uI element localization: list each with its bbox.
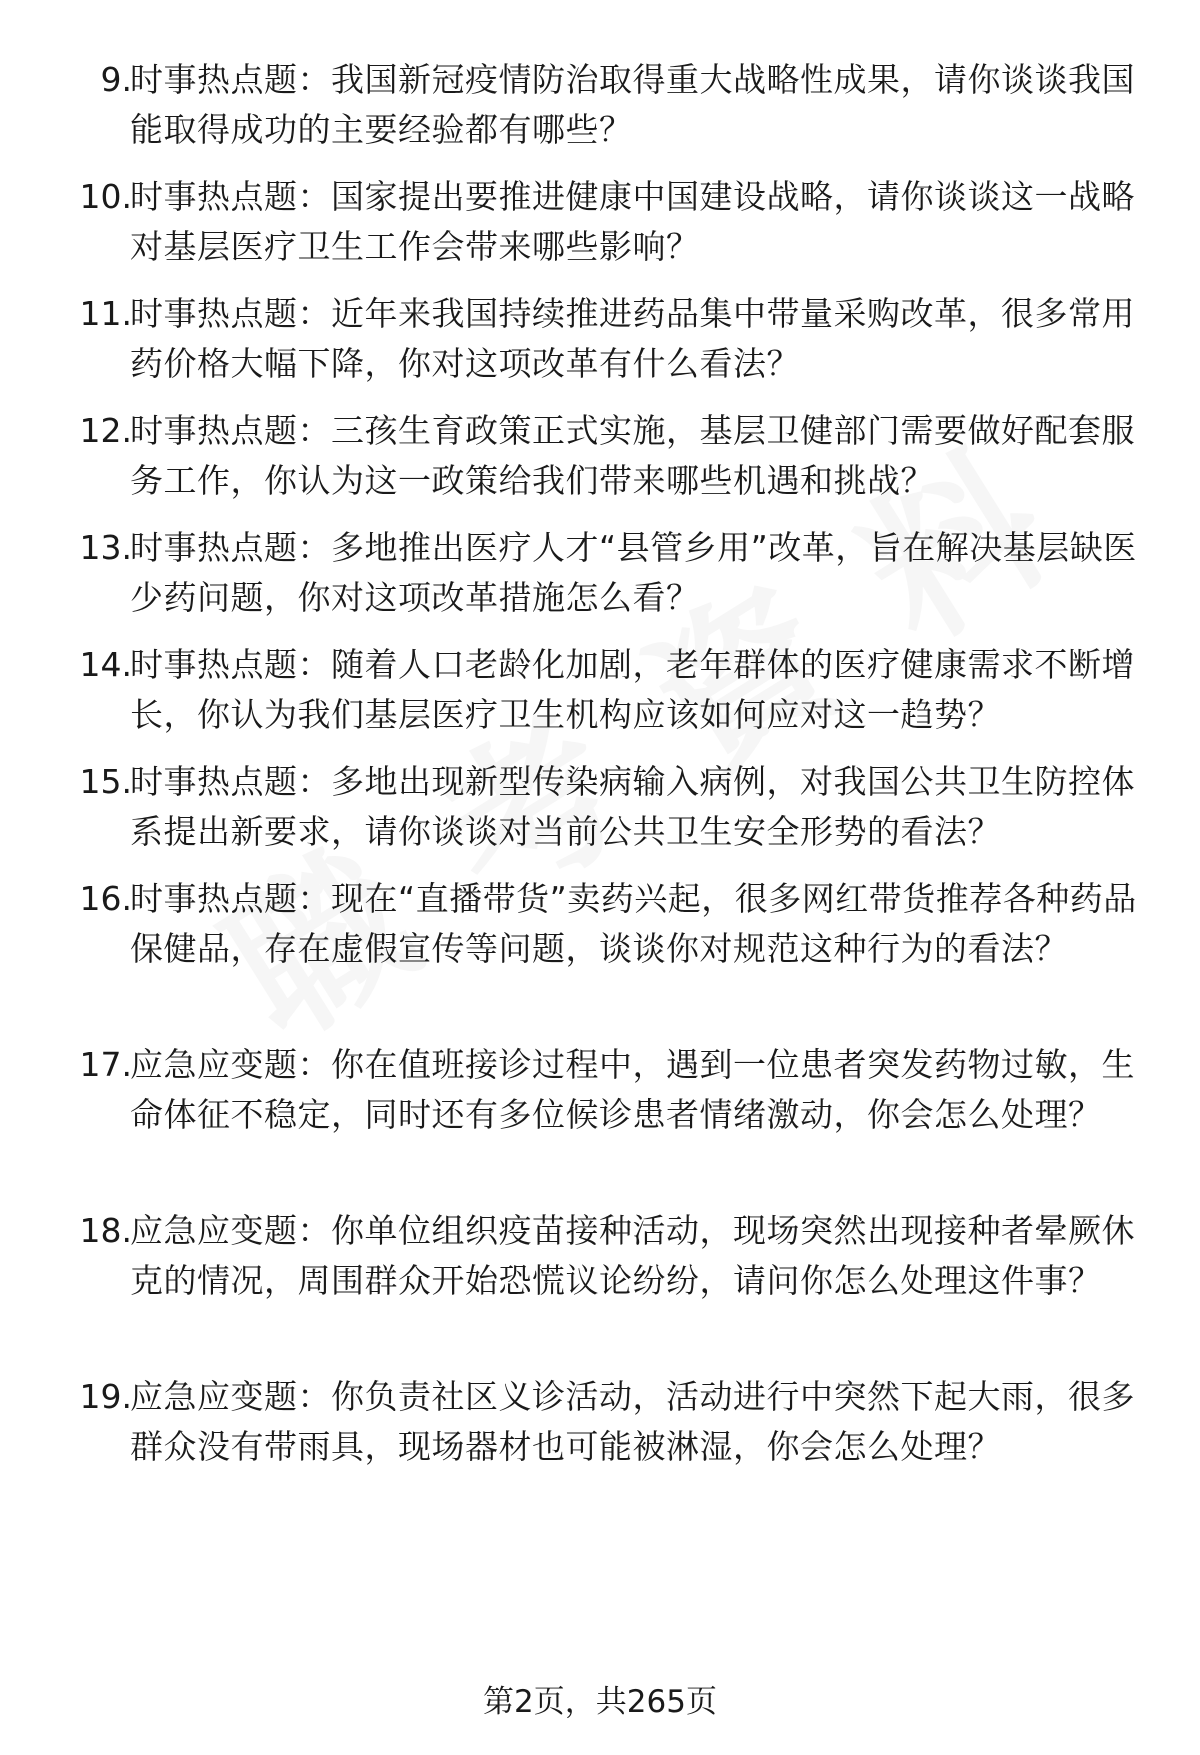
question-text: 时事热点题：现在“直播带货”卖药兴起，很多网红带货推荐各种药品保健品，存在虚假宣传等问题，谈谈你对规范这种行为的看法？: [130, 879, 1137, 968]
question-number: 9.: [100, 60, 132, 99]
question-number: 14.: [79, 645, 132, 684]
question-number: 16.: [79, 879, 132, 918]
question-text: 时事热点题：我国新冠疫情防治取得重大战略性成果，请你谈谈我国能取得成功的主要经验都有哪些？: [130, 60, 1135, 149]
question-text: 时事热点题：多地出现新型传染病输入病例，对我国公共卫生防控体系提出新要求，请你谈谈对当前公共卫生安全形势的看法？: [130, 762, 1135, 851]
question-text: 时事热点题：近年来我国持续推进药品集中带量采购改革，很多常用药价格大幅下降，你对这项改革有什么看法？: [130, 294, 1135, 383]
question-text: 应急应变题：你在值班接诊过程中，遇到一位患者突发药物过敏，生命体征不稳定，同时还有多位候诊患者情绪激动，你会怎么处理？: [130, 1045, 1135, 1134]
question-text: 时事热点题：三孩生育政策正式实施，基层卫健部门需要做好配套服务工作，你认为这一政策给我们带来哪些机遇和挑战？: [130, 411, 1135, 500]
question-text: 时事热点题：随着人口老龄化加剧，老年群体的医疗健康需求不断增长，你认为我们基层医疗卫生机构应该如何应对这一趋势？: [130, 645, 1135, 734]
question-number: 15.: [79, 762, 132, 801]
question-number: 11.: [79, 294, 132, 333]
question-text: 时事热点题：多地推出医疗人才“县管乡用”改革，旨在解决基层缺医少药问题，你对这项改革措施怎么看？: [130, 528, 1137, 617]
question-number: 12.: [79, 411, 132, 450]
page-footer: 第2页，共265页: [483, 1684, 717, 1720]
question-number: 13.: [79, 528, 132, 567]
question-text: 时事热点题：国家提出要推进健康中国建设战略，请你谈谈这一战略对基层医疗卫生工作会带来哪些影响？: [130, 177, 1135, 266]
question-number: 18.: [79, 1211, 132, 1250]
question-number: 19.: [79, 1377, 132, 1416]
question-text: 应急应变题：你单位组织疫苗接种活动，现场突然出现接种者晕厥休克的情况，周围群众开始恐慌议论纷纷，请问你怎么处理这件事？: [130, 1211, 1135, 1300]
question-number: 10.: [79, 177, 132, 216]
question-number: 17.: [79, 1045, 132, 1084]
question-text: 应急应变题：你负责社区义诊活动，活动进行中突然下起大雨，很多群众没有带雨具，现场器材也可能被淋湿，你会怎么处理？: [130, 1377, 1135, 1466]
